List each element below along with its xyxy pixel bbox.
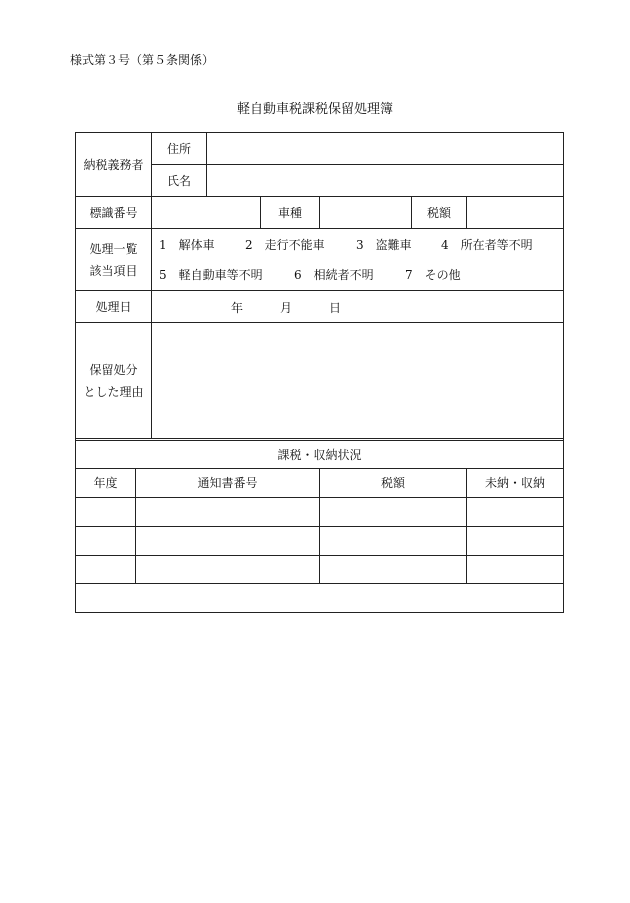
processing-label-line1: 処理一覧 xyxy=(89,241,138,256)
option-label: 相続者不明 xyxy=(313,268,374,282)
date-day-label: 日 xyxy=(329,301,342,315)
option-7[interactable] xyxy=(405,266,461,283)
option-number: 6 xyxy=(294,268,302,282)
date-year-label: 年 xyxy=(231,301,244,315)
name-field[interactable] xyxy=(207,165,563,196)
option-5[interactable] xyxy=(159,266,263,283)
option-label: 走行不能車 xyxy=(264,238,325,252)
table-row[interactable] xyxy=(76,556,563,583)
status-section-title: 課税・収納状況 xyxy=(277,447,362,462)
rule xyxy=(563,132,564,613)
option-2[interactable] xyxy=(245,236,325,253)
document-title: 軽自動車税課税保留処理簿 xyxy=(236,102,393,117)
date-month-label: 月 xyxy=(280,301,293,315)
col-tax-amount: 税額 xyxy=(380,476,405,490)
table-row[interactable] xyxy=(76,498,563,526)
option-label: 所在者等不明 xyxy=(460,238,533,252)
notes-row[interactable] xyxy=(76,584,563,612)
form-number-label: 様式第３号（第５条関係） xyxy=(70,53,215,67)
processing-date-label: 処理日 xyxy=(95,299,132,314)
option-label: 解体車 xyxy=(178,238,215,252)
col-fiscal-year: 年度 xyxy=(93,476,118,490)
option-number: 3 xyxy=(356,238,364,252)
col-notice-number: 通知書番号 xyxy=(197,476,258,490)
tax-amount-label: 税額 xyxy=(426,205,451,220)
option-number: 7 xyxy=(405,268,413,282)
option-number: 2 xyxy=(245,238,253,252)
rule xyxy=(75,438,564,439)
option-1[interactable] xyxy=(159,236,215,253)
table-row[interactable] xyxy=(76,527,563,555)
col-payment-status: 未納・収納 xyxy=(484,476,545,490)
option-label: 軽自動車等不明 xyxy=(178,268,263,282)
reason-label xyxy=(76,323,151,438)
option-6[interactable] xyxy=(294,266,374,283)
address-label: 住所 xyxy=(166,141,191,156)
reason-field[interactable] xyxy=(152,323,563,438)
option-4[interactable] xyxy=(441,236,533,253)
reason-label-line1: 保留処分 xyxy=(89,362,138,377)
tax-amount-field[interactable] xyxy=(467,197,563,228)
record-form xyxy=(75,132,564,613)
option-3[interactable] xyxy=(356,236,412,253)
option-label: その他 xyxy=(424,268,461,282)
taxpayer-label: 納税義務者 xyxy=(83,157,144,172)
vehicle-type-field[interactable] xyxy=(320,197,411,228)
vehicle-type-label: 車種 xyxy=(277,205,302,220)
plate-number-label: 標識番号 xyxy=(89,205,138,220)
address-field[interactable] xyxy=(207,133,563,164)
name-label: 氏名 xyxy=(166,173,191,188)
rule xyxy=(75,612,564,613)
option-number: 1 xyxy=(159,238,167,252)
option-number: 5 xyxy=(159,268,167,282)
processing-label xyxy=(76,229,151,290)
option-number: 4 xyxy=(441,238,449,252)
processing-label-line2: 該当項目 xyxy=(89,263,138,278)
option-label: 盗難車 xyxy=(375,238,412,252)
plate-number-field[interactable] xyxy=(152,197,260,228)
reason-label-line2: とした理由 xyxy=(83,384,144,399)
